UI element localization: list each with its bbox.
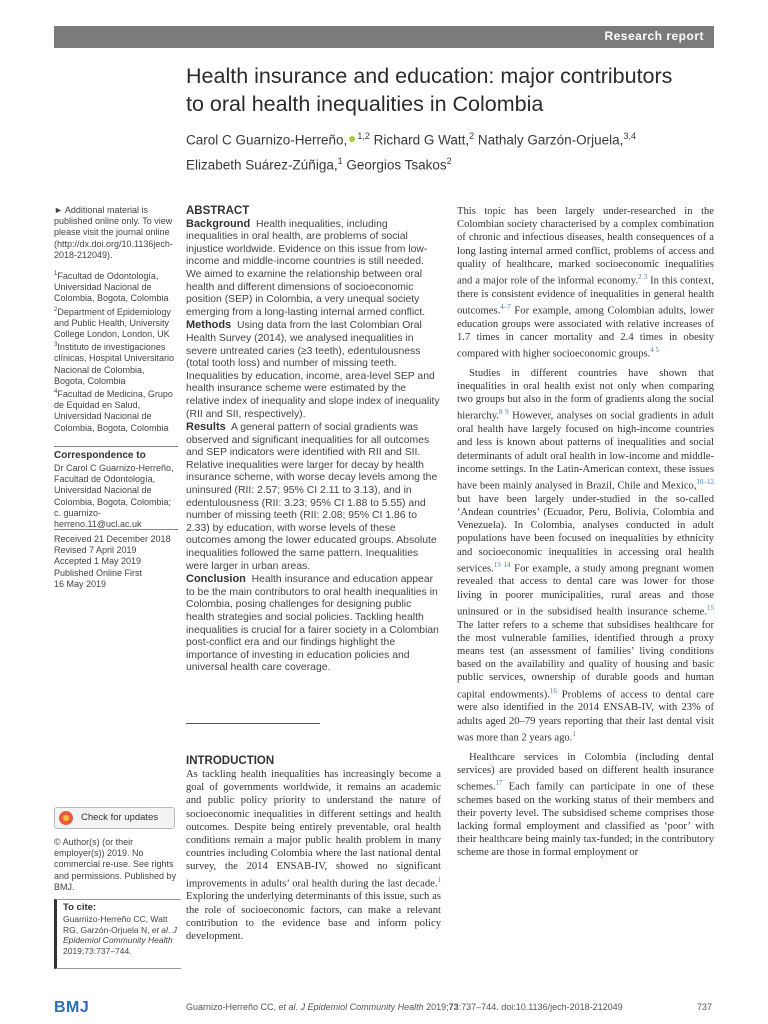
affiliation-ref: 2	[469, 131, 475, 141]
paragraph-text: As tackling health inequalities has increasingly become a goal of governments worldwide, it remains an academic and public policy priority to understand the nature of socioeconomic inequalities in different settings and health outcomes. Despite being entirely preventable, oral health conditions remain a major public health problem in many countries including Colombia where the last national dental survey, the 2014 ENSAB-IV, showed no significant improvements in adults’ oral health during the last decade.	[186, 769, 441, 890]
reference-link[interactable]: 16	[549, 686, 557, 695]
reference-link[interactable]: 2 3	[638, 273, 648, 282]
divider	[54, 529, 178, 530]
bmj-logo[interactable]: BMJ	[54, 999, 90, 1016]
reference-link[interactable]: 1	[437, 875, 441, 884]
paragraph-text: Healthcare services in Colombia (including dental services) are provided based on different health insurance schemes.	[457, 751, 714, 793]
citation-box	[54, 899, 181, 969]
methods-label: Methods	[186, 319, 232, 332]
right-column-body	[457, 205, 714, 860]
paragraph-text: For example, among Colombian adults, lower education groups were associated with relative increases of 1.7 times in cancer mortality and 2.4 times in obesity compared with higher socioeconomic groups.	[457, 305, 714, 360]
received-date: Received 21 December 2018	[54, 534, 171, 544]
affiliation-ref: 1,2	[357, 131, 370, 141]
reference-link[interactable]: 8 9	[498, 408, 509, 417]
reference-link[interactable]: 17	[495, 778, 503, 787]
background-text: Health inequalities, including inequalities in oral health, are problems of social injustice worldwide. Evidence on this issue from low-income and middle-income countries is still needed. We aimed to examine the relationship between oral health and different dimensions of socioeconomic position (SEP) in Colombia, a very unequal society emerging from a long-lasting internal armed conflict.	[186, 218, 428, 318]
introduction-heading: INTRODUCTION	[186, 755, 275, 767]
crossmark-icon	[59, 811, 73, 825]
citation-text	[63, 914, 179, 956]
reference-link[interactable]: 10–12	[696, 477, 714, 486]
citation-sep: .	[167, 924, 173, 935]
citation-journal: J Epidemiol Community Health	[63, 924, 177, 945]
citation-volume: 2019;73:737–744.	[63, 945, 132, 956]
accepted-date: Accepted 1 May 2019	[54, 556, 142, 567]
methods-text: Using data from the last Colombian Oral Health Survey (2014), we analysed inequalities in severe untreated caries (≥3 teeth), edentulousness (total tooth loss) and number of missing teeth. Inequalities by education, income, area-level SEP and health insurance scheme were estimated by the relative index of inequality and slope index of inequality (RII and SII, respectively).	[186, 320, 440, 420]
citation-etal: et al	[151, 924, 168, 935]
affiliation-number: 1	[54, 271, 58, 278]
reference-link[interactable]: 15	[707, 603, 714, 612]
correspondence-body[interactable]: Dr Carol C Guarnizo-Herreño, Facultad de Odontología, Universidad Nacional de Colombia, Bogota, Colombia; c. guarnizo-herreno.11@ucl.ac.uk	[54, 463, 174, 530]
published-date: 16 May 2019	[54, 578, 107, 589]
abstract	[186, 205, 441, 675]
copyright-notice: © Author(s) (or their employer(s)) 2019. No commercial re-use. See rights and permissions. Published by BMJ.	[54, 837, 177, 892]
article-history	[54, 534, 178, 590]
paragraph-text: This topic has been largely under-researched in the Colombian society characterised by a complex combination of chronic and infectious diseases, health consequences of a long lasting internal armed conflict, problems of access and quality of healthcare, marked socioeconomic inequalities and a major role of the informal economy.	[457, 206, 714, 287]
affiliation-3: Instituto de investigaciones clínicas, Hospital Universitario Nacional de Colombia, Bogota, Colombia	[54, 342, 175, 386]
citation-authors: Guarnizo-Herreño CC, Watt RG, Garzón-Orjuela N,	[63, 914, 168, 935]
paragraph-text: However, analyses on social gradients in adult oral health have largely focused on high-income countries and less is known about patterns of inequalities and social determinants of adult oral health in low-income and middle-income settings. In the Latin-American context, these issues have been mainly analysed in Brazil, Chile and Mexico,	[457, 410, 714, 492]
introduction-body	[186, 768, 441, 943]
abstract-divider	[186, 723, 320, 724]
title-line-2: to oral health inequalities in Colombia	[186, 92, 544, 116]
paragraph-text: Exploring the underlying determinants of this issue, such as the role of socioeconomic factors, can make a relevant contribution to the evidence base and inform policy development.	[186, 891, 441, 942]
check-for-updates-label: Check for updates	[81, 812, 159, 823]
page-number: 737	[697, 1002, 713, 1012]
background-label: Background	[186, 217, 251, 230]
paragraph-text: The latter refers to a scheme that subsidises healthcare for the most vulnerable families, identified through a proxy means test (an assessment of families’ living conditions based on the availability and quality of housing and basic public services, ownership of durable goods and human capital endowments).	[457, 619, 714, 701]
author-list	[186, 126, 726, 175]
footer-etal: et al	[278, 1002, 296, 1012]
footer-sep: .	[295, 1002, 301, 1012]
published-label: Published Online First	[54, 567, 143, 578]
sidebar-affiliations	[54, 205, 178, 434]
author-name[interactable]: Georgios Tsakos	[342, 157, 447, 172]
author-name[interactable]: Carol C Guarnizo-Herreño,	[186, 132, 348, 148]
abstract-heading: ABSTRACT	[186, 205, 250, 217]
paragraph-text: Studies in different countries have shown that inequalities in oral health exist not only when comparing two groups but also in the form of gradients along the social hierarchy.	[457, 367, 714, 422]
section-label: Research report	[604, 29, 704, 43]
supplementary-note[interactable]: ► Additional material is published online only. To view please visit the journal online (http://dx.doi.org/10.1136jech-2018-212049).	[54, 205, 173, 260]
title-line-1: Health insurance and education: major contributors	[186, 64, 673, 88]
conclusion-text: Health insurance and education appear to be the main contributors to oral health inequalities in Colombia, posing challenges for designing public health strategies and social policies. Tackling health inequalities is crucial for a fairer society in a Colombian post-conflict era and our findings highlight the importance of investing in education policies and universal health care coverage.	[186, 574, 439, 674]
author-name[interactable]: Nathaly Garzón-Orjuela,	[474, 132, 624, 148]
footer-citation	[186, 1002, 623, 1012]
footer-volume: 73	[448, 1002, 459, 1012]
article-title	[186, 62, 716, 118]
section-banner	[54, 26, 714, 48]
paragraph-text: but have been largely under-studied in the so-called ‘Andean countries’ (Ecuador, Peru, Bolivia, Colombia and Venezuela). In Colombia, analyses conducted in adult populations have been focused on inequalities by ethnicity and socioeconomic inequalities in accessing oral health services.	[457, 493, 714, 575]
author-name[interactable]: Richard G Watt,	[369, 132, 470, 148]
footer-doi[interactable]: :737–744. doi:10.1136/jech-2018-212049	[458, 1002, 623, 1012]
results-label: Results	[186, 421, 226, 434]
check-for-updates-button[interactable]	[54, 807, 175, 829]
divider	[54, 446, 178, 447]
footer-year: 2019;	[423, 1002, 449, 1012]
affiliation-2: Department of Epidemiology and Public Health, University College London, London, UK	[54, 306, 171, 340]
footer-authors: Guarnizo-Herreño CC,	[186, 1002, 279, 1012]
affiliation-ref: 2	[446, 155, 452, 166]
paragraph-text: In this context, there is consistent evidence of inequalities in general health outcomes.	[457, 275, 714, 317]
orcid-icon[interactable]	[349, 136, 355, 142]
author-name[interactable]: Elizabeth Suárez-Zúñiga,	[186, 157, 338, 172]
reference-link[interactable]: 13 14	[493, 560, 511, 569]
affiliation-number: 2	[54, 306, 58, 313]
affiliation-ref: 1	[337, 155, 343, 166]
affiliation-number: 3	[54, 342, 58, 349]
paragraph-text: For example, a study among pregnant women revealed that access to dental care was lower for those living in poorer municipalities, rural areas and those uninsured or in the subsidised health insurance scheme.	[457, 563, 715, 618]
affiliation-ref: 3,4	[623, 131, 636, 141]
revised-date: Revised 7 April 2019	[54, 545, 137, 556]
reference-link[interactable]: 1	[572, 729, 576, 738]
conclusion-label: Conclusion	[186, 573, 246, 586]
citation-heading: To cite:	[63, 902, 97, 913]
correspondence-heading: Correspondence to	[54, 450, 146, 461]
footer-journal: J Epidemiol Community Health	[300, 1002, 424, 1012]
reference-link[interactable]: 4 5	[650, 346, 660, 355]
affiliation-4: Facultad de Medicina, Grupo de Equidad en Salud, Universidad Nacional de Colombia, Bogota, Colombia	[54, 389, 173, 433]
paragraph-text: Problems of access to dental care were also identified in the 2014 ENSAB-IV, with 23% of adults aged 20–79 years reporting that their last dental visit was more than 2 years ago.	[457, 689, 714, 744]
reference-link[interactable]: 4–7	[500, 302, 511, 311]
affiliation-1: Facultad de Odontología, Universidad Nacional de Colombia, Bogota, Colombia	[54, 271, 169, 304]
paragraph-text: Each family can participate in one of these schemes based on the working status of their members and their poverty level. The subsidised scheme comprises those lacking formal employment and classified as ‘poor’ with their healthcare being mainly tax-funded; in the contributory scheme are those in formal employment or	[457, 781, 714, 859]
affiliation-number: 4	[54, 389, 58, 396]
results-text: A general pattern of social gradients was observed and significant inequalities for all outcomes and SEP indicators were identified with RII and SII. Relative inequalities were larger for decay by health insurance scheme, with worse decay levels among the uninsured (RII: 2.57; 95% CI 2.11 to 3.13), and in edentulousness (RII: 3.23; 95% CI 1.88 to 5.55) and number of missing teeth (RII: 2.08; 95% CI 1.86 to 2.33) by education, with worse levels of these outcomes among the lower educated groups. Absolute inequalities followed the same pattern. Inequalities were larger in urban areas.	[186, 422, 438, 572]
